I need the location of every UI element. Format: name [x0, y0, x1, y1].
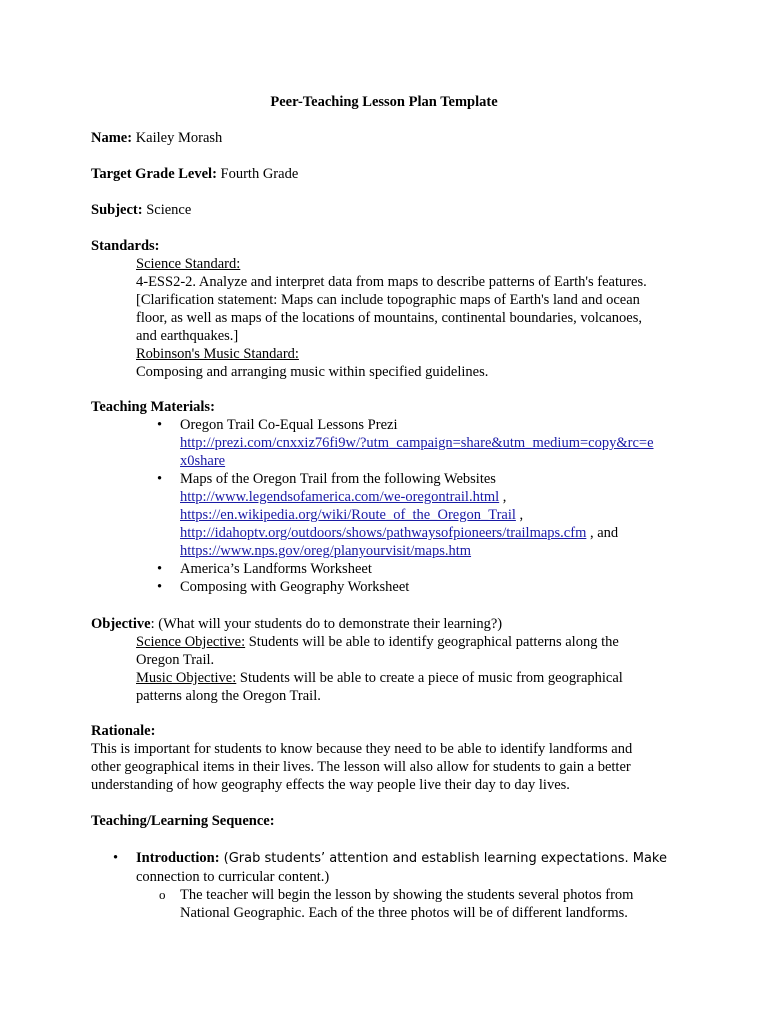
- sequence-heading: Teaching/Learning Sequence:: [91, 813, 275, 829]
- rationale-line: This is important for students to know because they need to be able to identify landforms and: [91, 741, 633, 757]
- name-value: Kailey Morash: [135, 130, 223, 146]
- name-label: Name:: [91, 130, 133, 146]
- objective-prompt: : (What will your students do to demonstrate their learning?): [150, 616, 503, 632]
- list-item: [91, 578, 691, 596]
- standards-heading: Standards:: [91, 238, 160, 254]
- list-item: [91, 416, 691, 470]
- material-item-composing: Composing with Geography Worksheet: [180, 579, 410, 595]
- rationale-section: [91, 722, 711, 794]
- idahoptv-link[interactable]: http://idahoptv.org/outdoors/shows/pathwaysofpioneers/trailmaps.cfm: [180, 525, 587, 541]
- legends-link[interactable]: http://www.legendsofamerica.com/we-oregontrail.html: [180, 489, 500, 505]
- prezi-link[interactable]: http://prezi.com/cnxxiz76fi9w/?utm_campaign=share&utm_medium=copy&rc=e: [180, 435, 654, 451]
- material-item-landforms: America’s Landforms Worksheet: [180, 561, 372, 577]
- sequence-heading-line: [91, 812, 691, 830]
- materials-list: [91, 416, 691, 596]
- rationale-line: other geographical items in their lives. The lesson will also allow for students to gain a better: [91, 759, 631, 775]
- list-item: • Maps of the Oregon Trail from the following Websites http://www.legendsofamerica.com/we-oregontrail.html , https://en.wikipedia.org/wiki/Route_of_the_Oregon_Trail , http://idahoptv.org/outdoors/shows/pathwaysofpioneers/trailmaps.cfm , and https://www.nps.gov/oreg/planyourvisit/maps.htm: [91, 470, 691, 560]
- nps-link[interactable]: https://www.nps.gov/oreg/planyourvisit/maps.htm: [180, 543, 472, 559]
- objective-heading: Objective: [91, 616, 151, 632]
- science-standard-line: 4-ESS2-2. Analyze and interpret data from maps to describe patterns of Earth's features.: [136, 274, 647, 290]
- material-item-maps: Maps of the Oregon Trail from the following Websites: [180, 471, 496, 487]
- materials-section: [91, 398, 691, 596]
- page-title: Peer-Teaching Lesson Plan Template: [270, 94, 498, 110]
- rationale-heading: Rationale:: [91, 723, 156, 739]
- name-line: [91, 129, 691, 147]
- prezi-link-continued[interactable]: x0share: [180, 453, 226, 469]
- science-standard-line: and earthquakes.]: [136, 328, 239, 344]
- subject-line: [91, 201, 691, 219]
- music-standard-text: Composing and arranging music within specified guidelines.: [136, 364, 489, 380]
- subject-label: Subject:: [91, 202, 143, 218]
- standards-section: [91, 237, 691, 381]
- list-item: [91, 560, 691, 578]
- science-standard-line: [Clarification statement: Maps can include topographic maps of Earth's land and ocean: [136, 292, 640, 308]
- list-item: o The teacher will begin the lesson by showing the students several photos from National Geographic. Each of the three photos will be of different landforms.: [91, 886, 691, 922]
- grade-value: Fourth Grade: [220, 166, 299, 182]
- sequence-section: [91, 849, 691, 922]
- grade-label: Target Grade Level:: [91, 166, 217, 182]
- rationale-line: understanding of how geography effects the way people live their day to day lives.: [91, 777, 570, 793]
- wikipedia-link[interactable]: https://en.wikipedia.org/wiki/Route_of_the_Oregon_Trail: [180, 507, 516, 523]
- materials-heading: Teaching Materials:: [91, 399, 215, 415]
- introduction-label: Introduction:: [136, 850, 220, 866]
- music-objective-heading: Music Objective:: [136, 670, 237, 686]
- science-standard-line: floor, as well as maps of the locations of mountains, continental boundaries, volcanoes,: [136, 310, 642, 326]
- music-standard-heading: Robinson's Music Standard:: [136, 346, 299, 362]
- grade-line: [91, 165, 691, 183]
- objective-section: Objective: (What will your students do to demonstrate their learning?) Science Objective: Students will be able to identify geographical patterns along the Oregon Trail. Music Objective: Students will be able to create a piece of music from geographical patterns along the Oregon Trail.: [91, 616, 623, 704]
- science-objective-heading: Science Objective:: [136, 634, 246, 650]
- subject-value: Science: [146, 202, 192, 218]
- science-standard-heading: Science Standard:: [136, 256, 241, 272]
- material-item-prezi: Oregon Trail Co-Equal Lessons Prezi: [180, 417, 398, 433]
- list-item: • Introduction: (Grab students’ attention and establish learning expectations. Make connection to curricular content.): [91, 849, 691, 886]
